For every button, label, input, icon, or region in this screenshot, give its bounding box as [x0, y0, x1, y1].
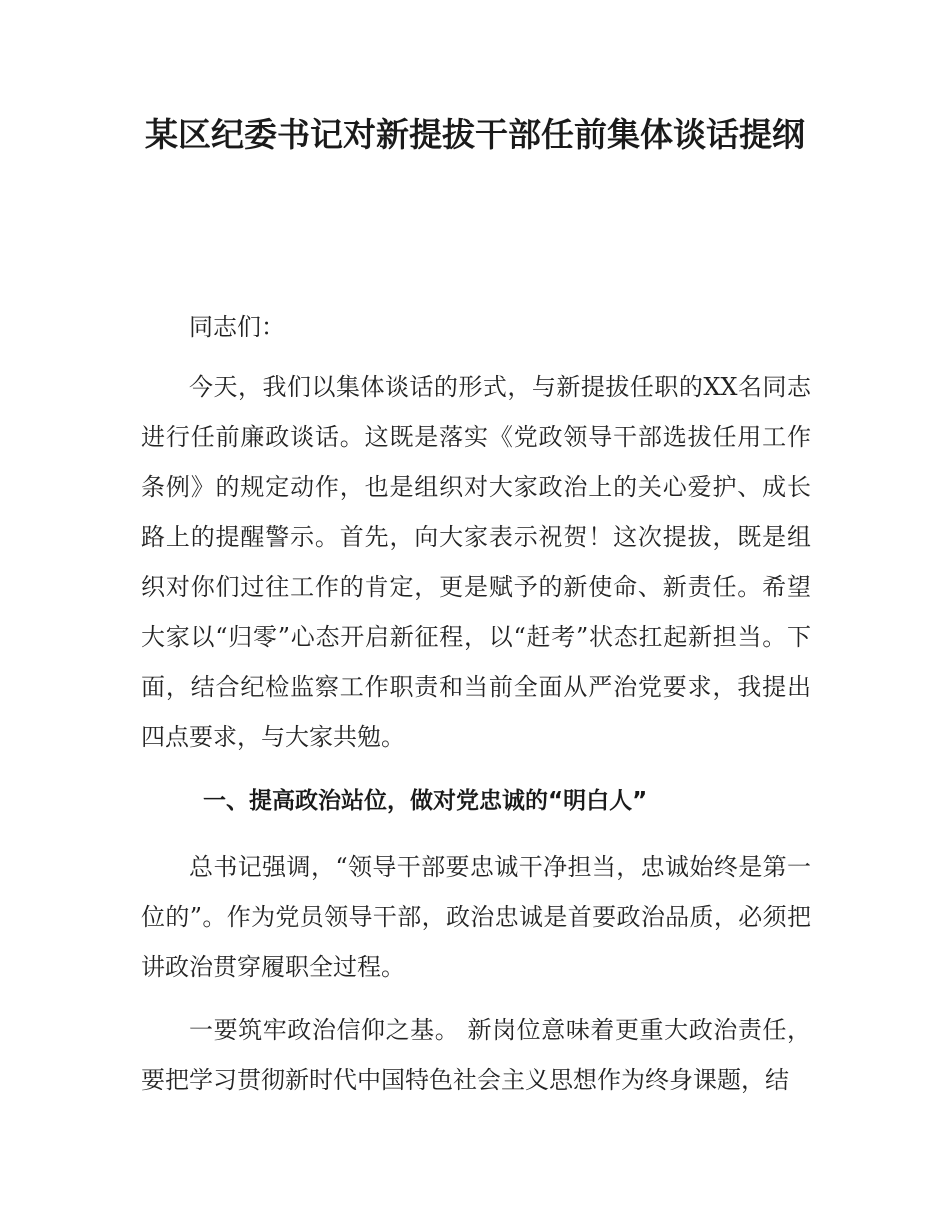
section-paragraph: 一要筑牢政治信仰之基。 新岗位意味着更重大政治责任，要把学习贯彻新时代中国特色社会主义思想作为终身课题，结: [141, 1016, 811, 1094]
intro-paragraph: 今天，我们以集体谈话的形式，与新提拔任职的XX名同志进行任前廉政谈话。这既是落实《党政领导干部选拔任用工作条例》的规定动作，也是组织对大家政治上的关心爱护、成长路上的提醒警示。首先，向大家表示祝贺！这次提拔，既是组织对你们过往工作的肯定，更是赋予的新使命、新责任。希望大家以“归零”心态开启新征程，以“赶考”状态扛起新担当。下面，结合纪检监察工作职责和当前全面从严治党要求，我提出四点要求，与大家共勉。: [141, 373, 811, 751]
salutation: 同志们：: [189, 313, 285, 341]
section-paragraph: 总书记强调，“领导干部要忠诚干净担当，忠诚始终是第一位的”。作为党员领导干部，政治忠诚是首要政治品质，必须把讲政治贯穿履职全过程。: [141, 853, 811, 981]
document-title: 某区纪委书记对新提拔干部任前集体谈话提纲: [145, 115, 805, 154]
section-heading: 一、提高政治站位，做对党忠诚的“明白人”: [203, 788, 648, 814]
